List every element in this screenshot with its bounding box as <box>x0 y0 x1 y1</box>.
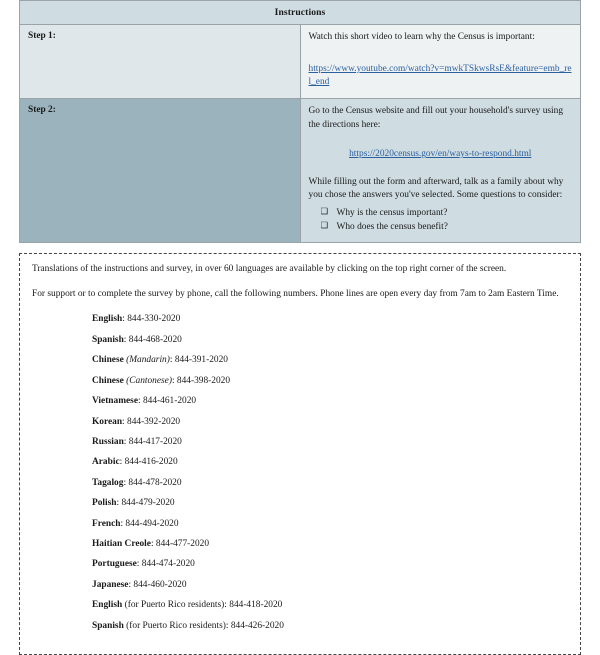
phone-number: 844-468-2020 <box>128 334 182 345</box>
phone-number: 844-474-2020 <box>141 559 195 570</box>
list-item: Spanish: 844-468-2020 <box>92 334 182 345</box>
list-item: ❑ Why is the census important? <box>337 206 573 220</box>
list-item: Portuguese: 844-474-2020 <box>92 559 195 570</box>
language-name: Russian <box>92 436 124 447</box>
step-2-after-text: While filling out the form and afterward, talk as a family about why you chose the answers you've selected. Some questions to consider: <box>308 176 564 201</box>
list-item: English (for Puerto Rico residents): 844-418-2020 <box>92 600 283 611</box>
language-name: Korean <box>92 416 123 427</box>
list-item: Tagalog: 844-478-2020 <box>92 477 182 488</box>
youtube-video-link[interactable]: https://www.youtube.com/watch?v=mwkTSkwsRsE&feature=emb_rel_end <box>308 63 572 88</box>
language-name: Haitian Creole <box>92 538 151 549</box>
table-row <box>20 25 581 99</box>
list-item: English: 844-330-2020 <box>92 314 181 325</box>
list-item: Chinese (Mandarin): 844-391-2020 <box>92 355 228 366</box>
language-name: Tagalog <box>92 477 124 488</box>
table-row <box>20 98 581 242</box>
language-note: (Mandarin) <box>126 355 170 366</box>
phone-number: 844-426-2020 <box>230 620 284 631</box>
list-item: Chinese (Cantonese): 844-398-2020 <box>92 375 231 386</box>
language-name: Vietnamese <box>92 396 138 407</box>
list-item: Haitian Creole: 844-477-2020 <box>92 538 210 549</box>
list-item: Russian: 844-417-2020 <box>92 436 182 447</box>
language-note: (for Puerto Rico residents) <box>124 600 225 611</box>
phone-number: 844-478-2020 <box>128 477 182 488</box>
list-item: Spanish (for Puerto Rico residents): 844-426-2020 <box>92 620 284 631</box>
phone-number: 844-416-2020 <box>124 457 178 468</box>
phone-number: 844-461-2020 <box>142 396 197 407</box>
phone-number: 844-330-2020 <box>127 314 181 325</box>
list-item: French: 844-494-2020 <box>92 518 179 529</box>
instructions-table <box>19 0 581 243</box>
language-note: (for Puerto Rico residents) <box>126 620 226 631</box>
table-header-row <box>20 1 581 25</box>
language-name: Arabic <box>92 457 120 468</box>
language-name: English <box>92 314 123 325</box>
language-name: Spanish <box>92 334 124 345</box>
language-name: Chinese <box>92 375 124 386</box>
language-name: English <box>92 600 123 611</box>
phone-number: 844-477-2020 <box>155 538 210 549</box>
phone-number: 844-398-2020 <box>176 375 231 386</box>
discussion-questions-list <box>309 206 573 234</box>
language-name: Polish <box>92 498 117 509</box>
step-2-text: Go to the Census website and fill out your household's survey using the directions here: <box>308 105 564 130</box>
list-item: Polish: 844-479-2020 <box>92 498 175 509</box>
language-name: Portuguese <box>92 559 137 570</box>
step-1-body <box>300 25 581 99</box>
step-1-text: Watch this short video to learn why the Census is important: <box>308 32 535 42</box>
phone-number: 844-417-2020 <box>128 436 182 447</box>
list-item: ❑ Who does the census benefit? <box>337 220 573 234</box>
language-name: Spanish <box>92 620 124 631</box>
phone-number: 844-494-2020 <box>125 518 179 529</box>
list-item: Korean: 844-392-2020 <box>92 416 181 427</box>
list-item: Vietnamese: 844-461-2020 <box>92 396 197 407</box>
translations-box <box>19 253 581 655</box>
list-item: Arabic: 844-416-2020 <box>92 457 178 468</box>
step-2-body <box>300 98 581 242</box>
phone-number: 844-392-2020 <box>127 416 181 427</box>
phone-number: 844-418-2020 <box>229 600 283 611</box>
phone-number: 844-460-2020 <box>133 579 187 590</box>
language-note: (Cantonese) <box>126 375 172 386</box>
census-website-link[interactable]: https://2020census.gov/en/ways-to-respond.html <box>349 149 532 160</box>
phone-number: 844-479-2020 <box>121 498 175 509</box>
list-item: Japanese: 844-460-2020 <box>92 579 187 590</box>
instructions-header: Instructions <box>20 1 581 25</box>
language-name: Chinese <box>92 355 124 366</box>
translations-paragraph-2: For support or to complete the survey by phone, call the following numbers. Phone lines are open every day from 7am to 2am Eastern Time. <box>32 288 559 299</box>
phone-numbers-list <box>32 315 568 631</box>
step-2-label: Step 2: <box>20 98 301 242</box>
language-name: Japanese <box>92 579 129 590</box>
step-1-label: Step 1: <box>20 25 301 99</box>
translations-paragraph-1: Translations of the instructions and survey, in over 60 languages are available by clicking on the top right corner of the screen. <box>32 264 507 275</box>
phone-number: 844-391-2020 <box>174 355 228 366</box>
language-name: French <box>92 518 121 529</box>
